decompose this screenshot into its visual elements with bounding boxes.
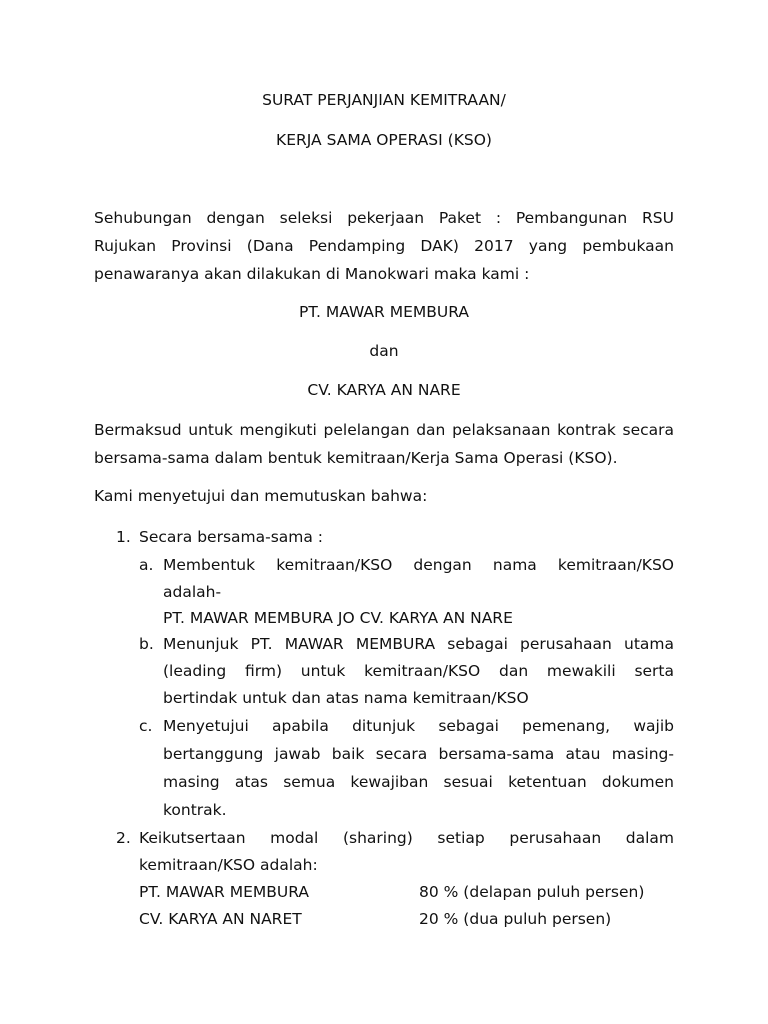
share-percentage: 20 % (dua puluh persen) <box>419 910 612 928</box>
agreement-intro: Kami menyetujui dan memutuskan bahwa: <box>94 487 428 505</box>
item-1c-line-3: masing atas semua kewajiban sesuai ketentuan dokumen <box>163 773 674 791</box>
item-2-number: 2. <box>116 829 131 847</box>
item-1b-line-3: bertindak untuk dan atas nama kemitraan/KSO <box>163 689 529 707</box>
share-percentage: 80 % (delapan puluh persen) <box>419 883 645 901</box>
intro-line-3: penawaranya akan dilakukan di Manokwari maka kami : <box>94 265 530 283</box>
item-1a-marker: a. <box>139 556 154 574</box>
intro-line-1: Sehubungan dengan seleksi pekerjaan Paket : Pembangunan RSU <box>94 209 674 227</box>
party-2: CV. KARYA AN NARE <box>307 381 461 399</box>
item-2-line-1: Keikutsertaan modal (sharing) setiap perusahaan dalam <box>139 829 674 847</box>
share-company: PT. MAWAR MEMBURA <box>139 883 310 901</box>
item-1c-line-2: bertanggung jawab baik secara bersama-sama atau masing- <box>163 745 674 763</box>
document-title-line-2: KERJA SAMA OPERASI (KSO) <box>276 131 492 149</box>
item-1b-line-2: (leading firm) untuk kemitraan/KSO dan mewakili serta <box>163 662 674 680</box>
item-1c-line-1: Menyetujui apabila ditunjuk sebagai pemenang, wajib <box>163 717 674 735</box>
item-1b-line-1: Menunjuk PT. MAWAR MEMBURA sebagai perusahaan utama <box>163 635 674 653</box>
item-1-text: Secara bersama-sama : <box>139 528 324 546</box>
share-company: CV. KARYA AN NARET <box>139 910 302 928</box>
item-2-line-2: kemitraan/KSO adalah: <box>139 856 318 874</box>
party-1: PT. MAWAR MEMBURA <box>298 303 469 321</box>
purpose-line-1: Bermaksud untuk mengikuti pelelangan dan pelaksanaan kontrak secara <box>94 421 674 439</box>
item-1b-marker: b. <box>139 635 154 653</box>
intro-line-2: Rujukan Provinsi (Dana Pendamping DAK) 2017 yang pembukaan <box>94 237 674 255</box>
party-conjunction: dan <box>369 342 399 360</box>
item-1a-line-3: PT. MAWAR MEMBURA JO CV. KARYA AN NARE <box>163 609 513 627</box>
item-1c-line-4: kontrak. <box>163 801 227 819</box>
document-title-line-1: SURAT PERJANJIAN KEMITRAAN/ <box>262 91 506 109</box>
purpose-line-2: bersama-sama dalam bentuk kemitraan/Kerja Sama Operasi (KSO). <box>94 449 618 467</box>
item-1c-marker: c. <box>139 717 153 735</box>
item-1a-line-2: adalah- <box>163 583 222 601</box>
item-1-number: 1. <box>116 528 131 546</box>
item-1a-line-1: Membentuk kemitraan/KSO dengan nama kemitraan/KSO <box>163 556 674 574</box>
